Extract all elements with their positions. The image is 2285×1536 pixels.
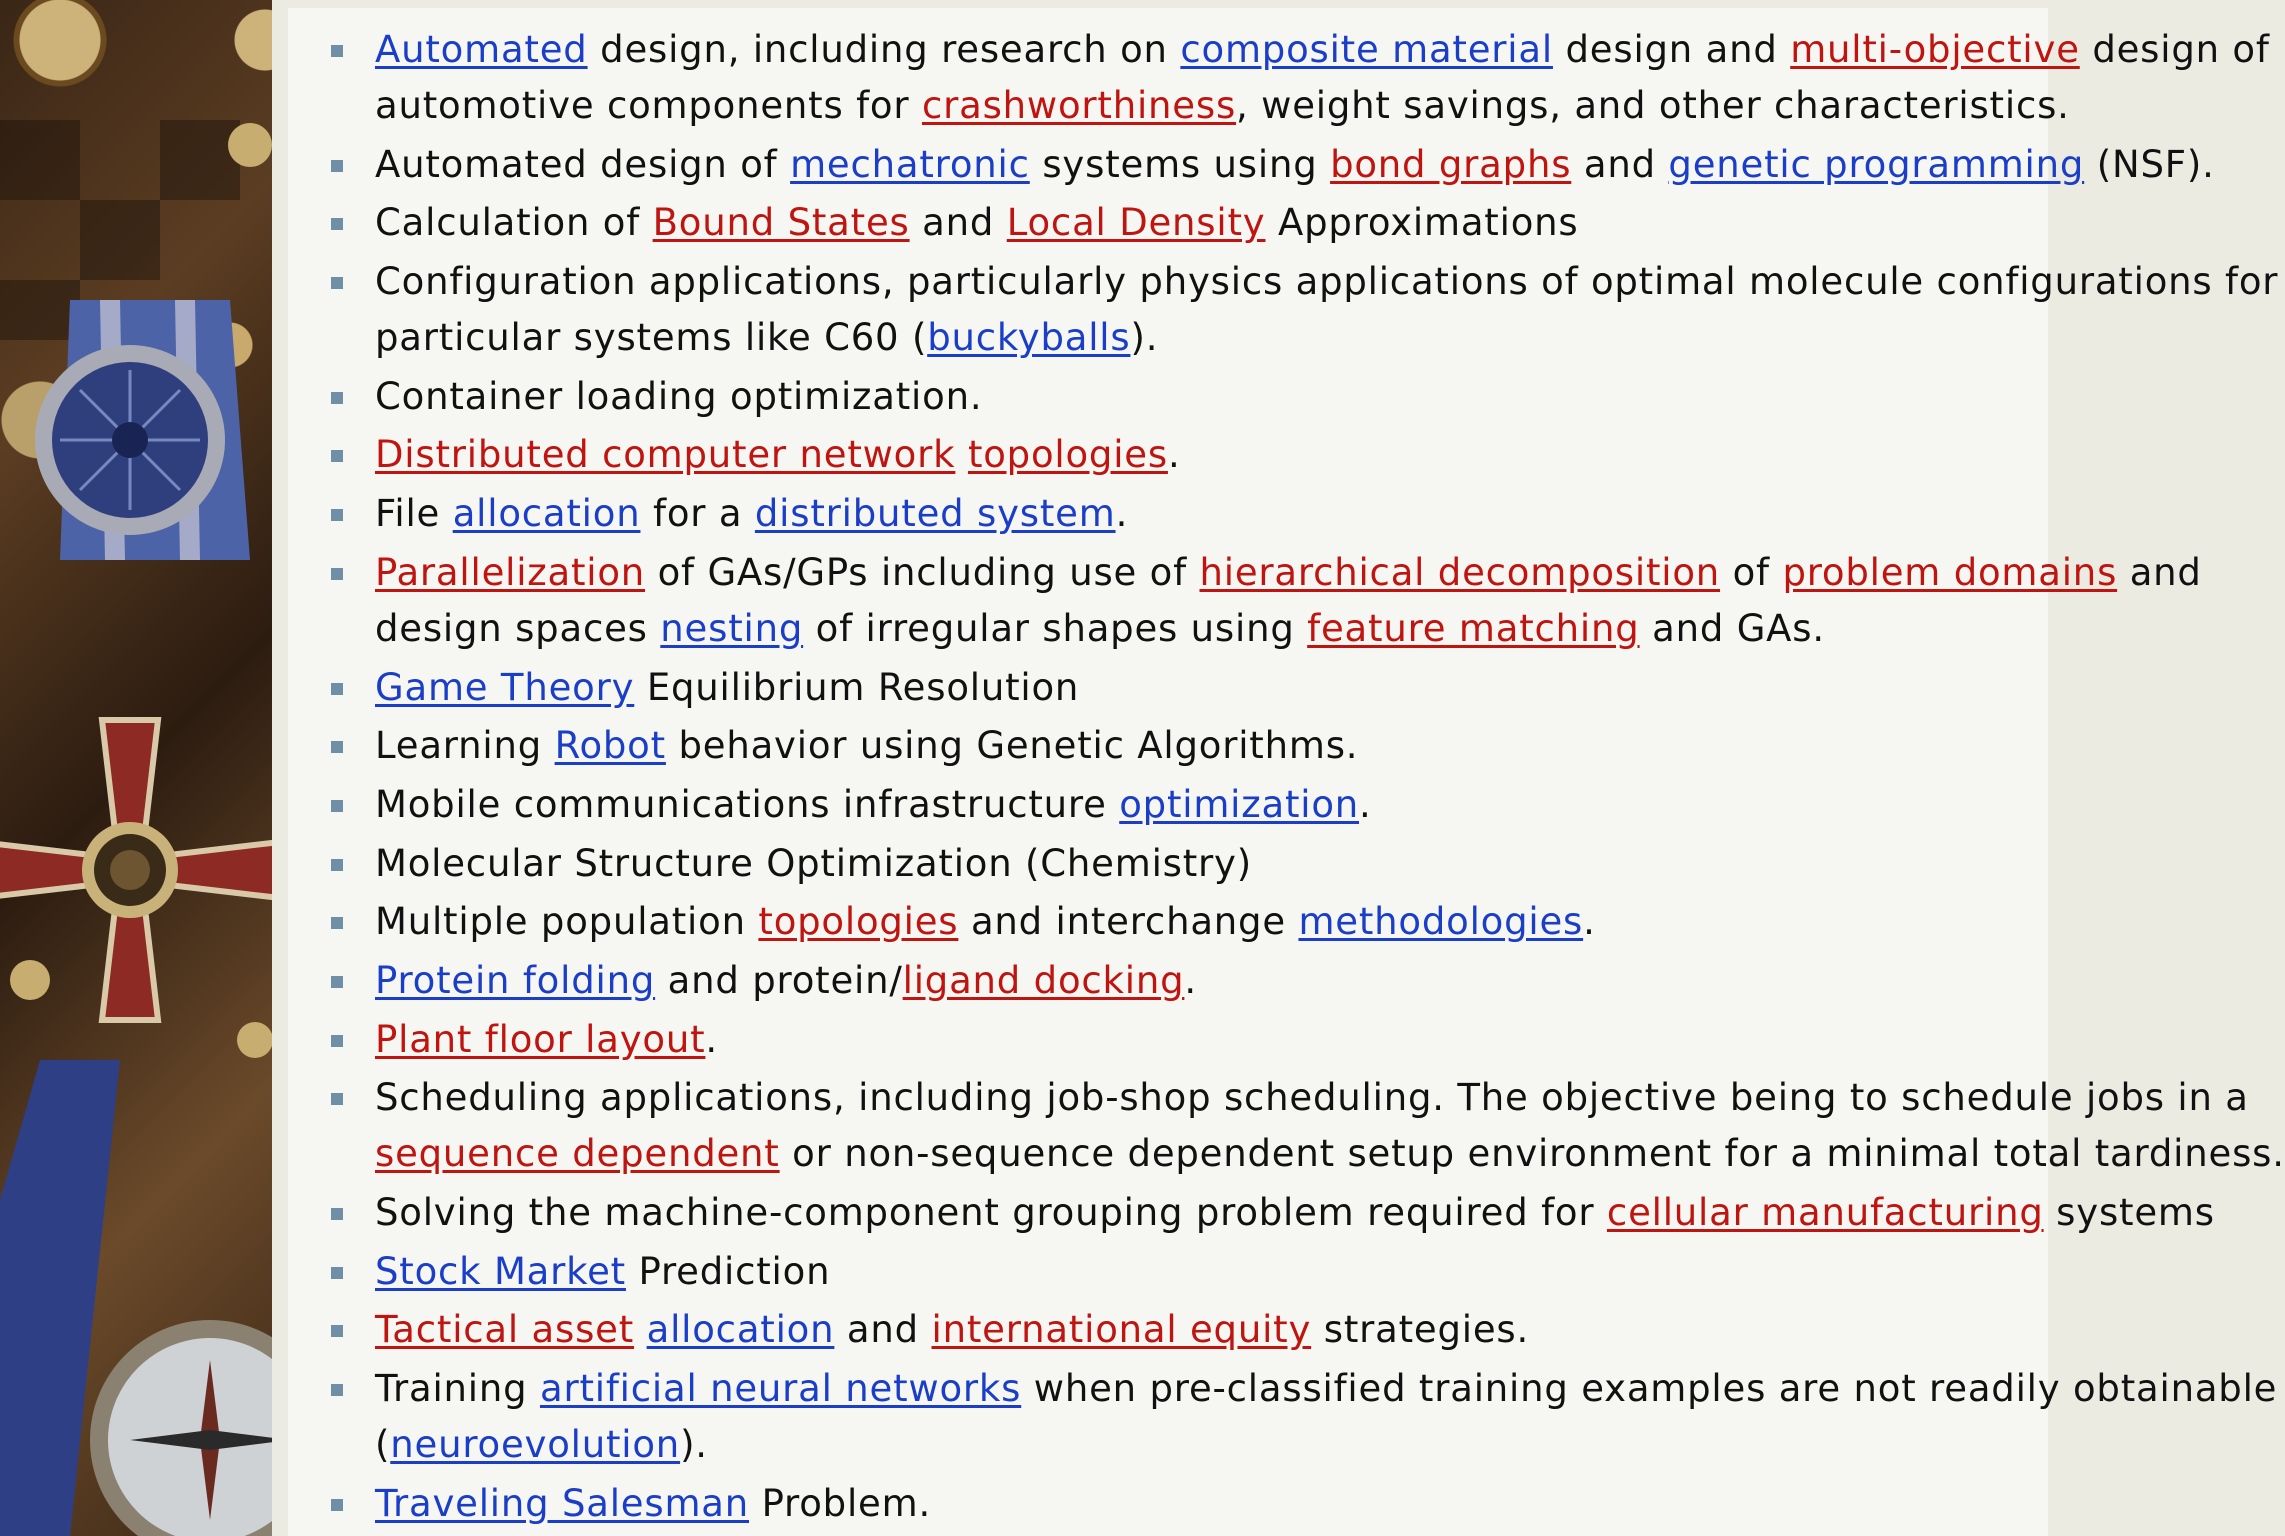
square-bullet-icon xyxy=(331,1325,343,1337)
item-text: and interchange xyxy=(958,900,1299,944)
item-text xyxy=(955,433,968,476)
medals-artwork xyxy=(0,0,272,1536)
item-link[interactable]: Traveling Salesman xyxy=(375,1481,750,1525)
item-link[interactable]: Protein folding xyxy=(375,958,656,1002)
list-item xyxy=(328,1476,2073,1532)
square-bullet-icon xyxy=(331,741,343,753)
item-text: design of xyxy=(2079,28,2270,71)
item-text xyxy=(634,1308,647,1351)
list-item xyxy=(328,718,2073,774)
item-text: . xyxy=(1583,900,1596,944)
square-bullet-icon xyxy=(331,160,343,172)
square-bullet-icon xyxy=(331,917,343,929)
square-bullet-icon xyxy=(331,568,343,580)
square-bullet-icon xyxy=(331,450,343,462)
list-item xyxy=(328,1070,2285,1182)
item-text: particular systems like C60 ( xyxy=(375,316,928,360)
item-text: of irregular shapes using xyxy=(803,606,1308,650)
list-item xyxy=(328,894,2073,950)
item-text: when pre-classified training examples are not readily obtainable xyxy=(1021,1367,2278,1411)
item-text: . xyxy=(1359,782,1372,826)
list-item xyxy=(328,836,2073,892)
item-text: Configuration applications, particularly physics applications of optimal molecule configurations for xyxy=(375,260,2279,304)
item-link[interactable]: topologies xyxy=(758,900,959,944)
item-link[interactable]: Local Density xyxy=(1006,201,1266,245)
item-link[interactable]: cellular manufacturing xyxy=(1606,1191,2044,1234)
item-text: design, including research on xyxy=(587,28,1181,71)
item-link[interactable]: mechatronic xyxy=(790,142,1030,186)
item-text: Equilibrium Resolution xyxy=(634,665,1080,709)
item-text: of GAs/GPs including use of xyxy=(645,550,1200,594)
item-text: for a xyxy=(640,492,755,536)
square-bullet-icon xyxy=(331,859,343,871)
item-link[interactable]: problem domains xyxy=(1782,550,2118,594)
item-text: , weight savings, and other characteristics. xyxy=(1236,84,2070,127)
square-bullet-icon xyxy=(331,1093,343,1105)
item-text: automotive components for xyxy=(375,84,922,127)
item-link[interactable]: Plant floor layout xyxy=(375,1017,706,1061)
item-text: Problem. xyxy=(749,1481,932,1525)
list-item xyxy=(328,1012,2073,1068)
square-bullet-icon xyxy=(331,45,343,57)
list-item xyxy=(328,1185,2215,1241)
list-item xyxy=(328,1302,2073,1358)
item-text: File xyxy=(375,492,453,536)
item-link[interactable]: Tactical asset xyxy=(375,1308,635,1352)
item-link[interactable]: neuroevolution xyxy=(390,1423,681,1467)
list-item xyxy=(328,545,2202,657)
item-link[interactable]: Game Theory xyxy=(375,665,635,709)
item-text: . xyxy=(1167,433,1181,477)
square-bullet-icon xyxy=(331,509,343,521)
item-text: systems xyxy=(2043,1191,2215,1234)
item-link[interactable]: optimization xyxy=(1119,782,1360,826)
item-link[interactable]: Stock Market xyxy=(375,1249,626,1293)
item-text: of xyxy=(1720,550,1783,594)
square-bullet-icon xyxy=(331,1499,343,1511)
item-link[interactable]: genetic programming xyxy=(1668,142,2085,186)
list-item xyxy=(328,22,2270,134)
item-text: ). xyxy=(680,1423,708,1467)
item-link[interactable]: sequence dependent xyxy=(375,1132,780,1176)
item-text: and protein/ xyxy=(655,958,903,1002)
item-text: Training xyxy=(375,1367,540,1411)
item-link[interactable]: methodologies xyxy=(1298,900,1584,944)
item-text: or non-sequence dependent setup environment for a minimal total tardiness. xyxy=(779,1132,2285,1176)
side-gap xyxy=(272,0,288,1536)
list-item xyxy=(328,1244,2073,1300)
item-text: Calculation of xyxy=(375,201,653,245)
item-link[interactable]: multi-objective xyxy=(1790,28,2080,71)
item-text: and xyxy=(2117,550,2202,594)
item-link[interactable]: Automated xyxy=(375,28,588,71)
item-link[interactable]: crashworthiness xyxy=(921,84,1237,127)
list-item xyxy=(328,427,2073,483)
square-bullet-icon xyxy=(331,800,343,812)
list-item xyxy=(328,1361,2278,1473)
item-text: Solving the machine-component grouping problem required for xyxy=(375,1191,1607,1234)
square-bullet-icon xyxy=(331,1267,343,1279)
square-bullet-icon xyxy=(331,1208,343,1220)
item-text: . xyxy=(1184,958,1197,1002)
item-link[interactable]: Distributed computer network xyxy=(375,433,956,477)
list-item xyxy=(328,137,2215,193)
item-link[interactable]: nesting xyxy=(660,606,804,650)
square-bullet-icon xyxy=(331,1384,343,1396)
square-bullet-icon xyxy=(331,976,343,988)
item-text: design spaces xyxy=(375,606,661,650)
item-text: and GAs. xyxy=(1639,606,1825,650)
list-item xyxy=(328,254,2279,366)
item-link[interactable]: Parallelization xyxy=(375,550,646,594)
medals-decoration-image xyxy=(0,0,272,1536)
item-link[interactable]: allocation xyxy=(452,492,641,536)
item-text: systems using xyxy=(1029,142,1331,186)
item-link[interactable]: international equity xyxy=(931,1308,1312,1352)
item-link[interactable]: topologies xyxy=(967,433,1168,477)
square-bullet-icon xyxy=(331,277,343,289)
item-link[interactable]: artificial neural networks xyxy=(539,1367,1022,1411)
item-text: strategies. xyxy=(1311,1308,1530,1352)
item-text: Prediction xyxy=(625,1249,831,1293)
content-panel xyxy=(288,8,2285,1536)
item-link[interactable]: feature matching xyxy=(1307,606,1640,650)
item-text: Mobile communications infrastructure xyxy=(375,782,1120,826)
item-text: Scheduling applications, including job-shop scheduling. The objective being to schedule jobs in a xyxy=(375,1076,2249,1120)
item-text: Molecular Structure Optimization (Chemistry) xyxy=(375,841,1252,885)
list-item xyxy=(328,369,2073,425)
item-link[interactable]: Bound States xyxy=(652,201,910,245)
item-text: ). xyxy=(1130,316,1159,360)
square-bullet-icon xyxy=(331,683,343,695)
list-item xyxy=(328,660,2073,716)
item-link[interactable]: bond graphs xyxy=(1330,142,1572,186)
item-text: Multiple population xyxy=(375,900,759,944)
item-link[interactable]: distributed system xyxy=(754,492,1116,536)
item-link[interactable]: allocation xyxy=(646,1308,835,1352)
item-link[interactable]: ligand docking xyxy=(902,958,1185,1002)
item-text: Approximations xyxy=(1265,201,1579,245)
item-text: Automated design of xyxy=(375,142,791,186)
item-text: ( xyxy=(375,1423,391,1467)
item-text: (NSF). xyxy=(2084,142,2215,186)
item-text: design and xyxy=(1552,28,1791,71)
applications-list xyxy=(328,22,2285,1534)
item-link[interactable]: hierarchical decomposition xyxy=(1199,550,1721,594)
item-text: and xyxy=(909,201,1007,245)
item-text: Learning xyxy=(375,724,555,768)
item-link[interactable]: composite material xyxy=(1180,28,1553,71)
item-link[interactable]: buckyballs xyxy=(927,316,1131,360)
item-text: Container loading optimization. xyxy=(375,374,983,418)
item-text: . xyxy=(1115,492,1129,536)
square-bullet-icon xyxy=(331,218,343,230)
item-text: behavior using Genetic Algorithms. xyxy=(665,724,1359,768)
square-bullet-icon xyxy=(331,1035,343,1047)
item-link[interactable]: Robot xyxy=(554,724,666,768)
square-bullet-icon xyxy=(331,392,343,404)
item-text: and xyxy=(1571,142,1669,186)
list-item xyxy=(328,195,2073,251)
item-text: . xyxy=(705,1017,718,1061)
list-item xyxy=(328,953,2073,1009)
list-item xyxy=(328,777,2073,833)
item-text: and xyxy=(834,1308,932,1352)
list-item xyxy=(328,486,2073,542)
